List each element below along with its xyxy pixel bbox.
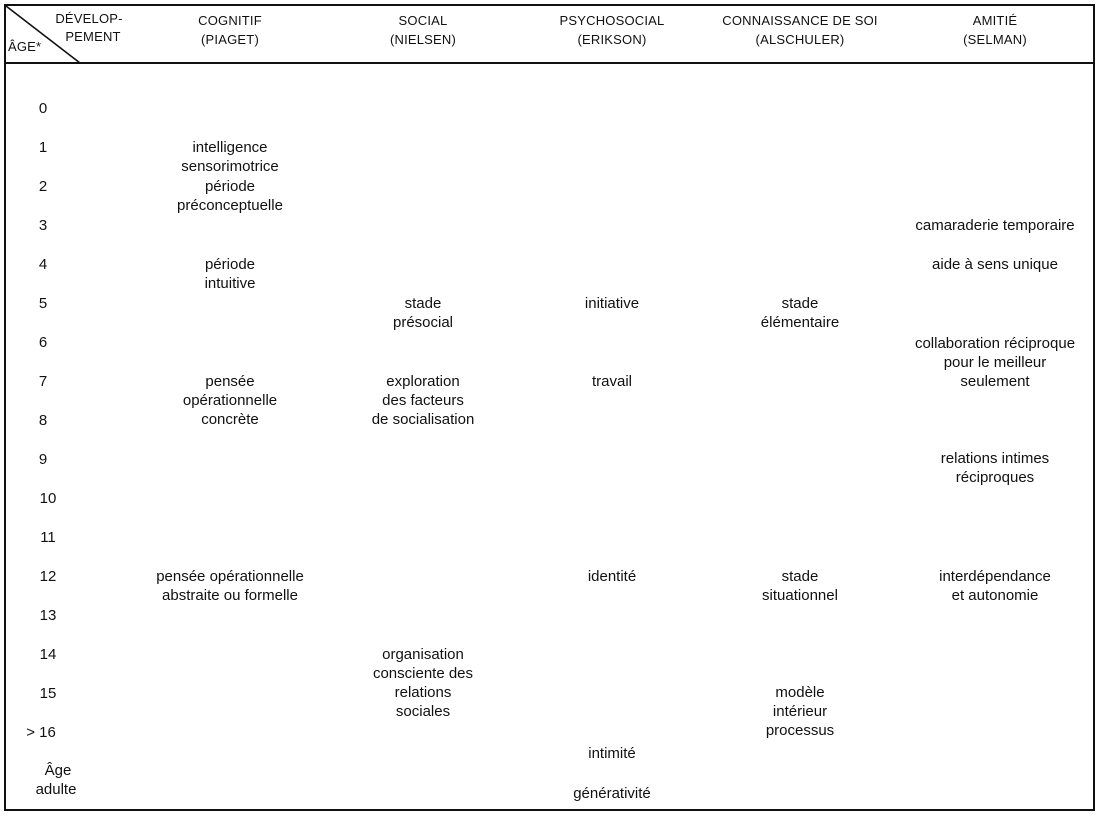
stage-psychosocial-travail: travail [591, 373, 632, 390]
age-label: 1 [38, 139, 48, 156]
stage-connaissance-modele: intérieur [772, 703, 828, 720]
age-label: 10 [39, 490, 57, 507]
stage-cognitif-preconceptual: période [204, 178, 256, 195]
header-divider [4, 62, 1095, 64]
stage-cognitif-formal: pensée opérationnelle [156, 568, 304, 585]
stage-social-presocial: présocial [392, 314, 454, 331]
stage-amitie-collaboration: seulement [960, 373, 1030, 390]
stage-cognitif-concrete: pensée [205, 373, 255, 390]
column-header-cognitif: COGNITIF [198, 13, 262, 28]
age-label: 3 [38, 217, 48, 234]
stage-social-exploration: exploration [386, 373, 460, 390]
age-label: > 16 [26, 724, 56, 741]
stage-social-organisation: consciente des [372, 665, 474, 682]
stage-amitie-collaboration: collaboration réciproque [914, 335, 1076, 352]
age-label-adult: adulte [35, 781, 77, 798]
stage-psychosocial-initiative: initiative [584, 295, 640, 312]
stage-cognitif-sensorimotor: intelligence [192, 139, 268, 156]
age-label: 0 [38, 100, 48, 117]
age-label: 7 [38, 373, 48, 390]
column-subheader-amitie: (SELMAN) [963, 32, 1027, 47]
stage-amitie-intimes: réciproques [955, 469, 1035, 486]
stage-connaissance-elementaire: stade [781, 295, 819, 312]
corner-label-top: DÉVELOP- [55, 11, 123, 26]
age-label: 14 [39, 646, 57, 663]
column-subheader-connaissance: (ALSCHULER) [755, 32, 845, 47]
corner-label-bottom: PEMENT [65, 29, 121, 44]
stage-connaissance-situationnel: stade [781, 568, 819, 585]
stage-connaissance-modele: modèle [775, 684, 825, 701]
stage-amitie-collaboration: pour le meilleur [943, 354, 1047, 371]
age-label: 12 [39, 568, 57, 585]
column-header-amitie: AMITIÉ [972, 13, 1018, 28]
stage-cognitif-formal: abstraite ou formelle [162, 587, 298, 604]
stage-connaissance-situationnel: situationnel [762, 587, 838, 604]
stage-connaissance-modele: processus [765, 722, 835, 739]
corner-label-age: ÂGE* [8, 39, 42, 54]
stage-social-presocial: stade [404, 295, 442, 312]
stage-cognitif-concrete: opérationnelle [182, 392, 278, 409]
stage-amitie-interdependance: interdépendance [939, 568, 1051, 585]
stage-psychosocial-intimite: intimité [588, 745, 636, 762]
stage-connaissance-elementaire: élémentaire [760, 314, 840, 331]
age-label: 13 [39, 607, 57, 624]
column-subheader-social: (NIELSEN) [389, 32, 457, 47]
column-header-connaissance: CONNAISSANCE DE SOI [722, 13, 878, 28]
age-label: 9 [38, 451, 48, 468]
stage-amitie-unique: aide à sens unique [932, 256, 1058, 273]
column-subheader-psychosocial: (ERIKSON) [577, 32, 647, 47]
stage-cognitif-concrete: concrète [201, 411, 259, 428]
stage-cognitif-sensorimotor: sensorimotrice [181, 158, 279, 175]
age-label: 4 [38, 256, 48, 273]
stage-social-exploration: de socialisation [371, 411, 475, 428]
stage-cognitif-preconceptual: préconceptuelle [177, 197, 283, 214]
stage-social-exploration: des facteurs [382, 392, 464, 409]
age-label: 15 [39, 685, 57, 702]
age-label-adult: Âge [44, 762, 72, 779]
stage-cognitif-intuitive: période [204, 256, 256, 273]
stage-psychosocial-identite: identité [587, 568, 637, 585]
column-subheader-cognitif: (PIAGET) [201, 32, 259, 47]
age-label: 5 [38, 295, 48, 312]
age-label: 2 [38, 178, 48, 195]
stage-amitie-interdependance: et autonomie [951, 587, 1039, 604]
stage-social-organisation: organisation [382, 646, 464, 663]
column-header-social: SOCIAL [398, 13, 448, 28]
stage-amitie-intimes: relations intimes [940, 450, 1050, 467]
stage-social-organisation: relations [394, 684, 452, 701]
stage-psychosocial-generativite: générativité [573, 785, 651, 802]
stage-amitie-temporaire: camaraderie temporaire [915, 217, 1075, 234]
stage-social-organisation: sociales [395, 703, 451, 720]
age-label: 11 [40, 529, 56, 546]
column-header-psychosocial: PSYCHOSOCIAL [559, 13, 665, 28]
age-label: 8 [38, 412, 48, 429]
age-label: 6 [38, 334, 48, 351]
stage-cognitif-intuitive: intuitive [204, 275, 256, 292]
